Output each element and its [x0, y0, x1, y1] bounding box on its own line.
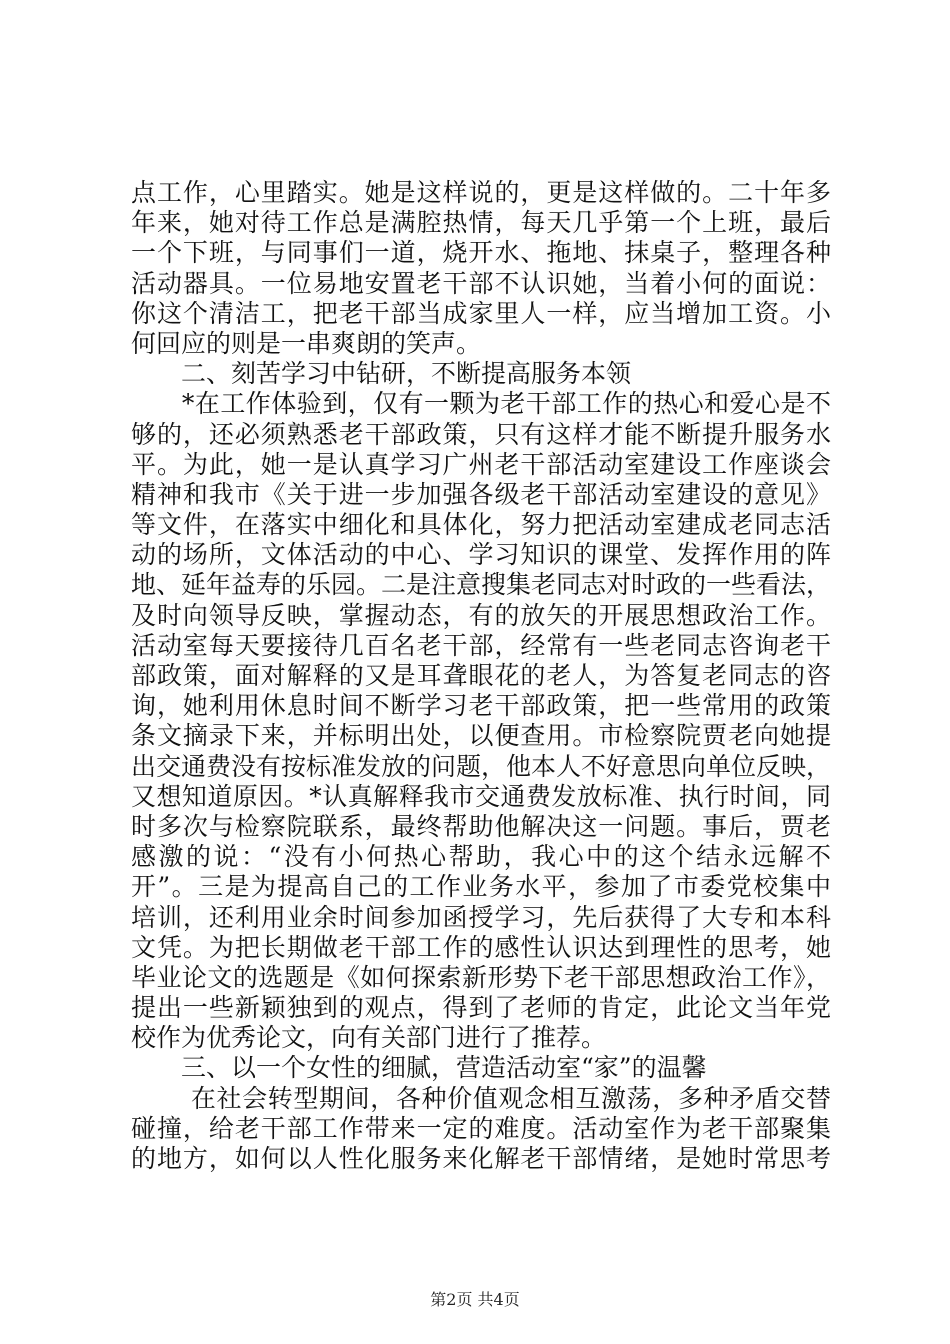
- text-line: 一个下班，与同事们一道，烧开水、拖地、抹桌子，整理各种: [131, 238, 831, 268]
- text-line: 感激的说：“没有小何热心帮助，我心中的这个结永远解不: [131, 842, 831, 872]
- text-line: 年来，她对待工作总是满腔热情，每天几乎第一个上班，最后: [131, 208, 831, 238]
- text-line: 动的场所，文体活动的中心、学习知识的课堂、发挥作用的阵: [131, 540, 831, 570]
- text-line: 及时向领导反映，掌握动态，有的放矢的开展思想政治工作。: [131, 600, 831, 630]
- page-footer: 第2页 共4页: [430, 1290, 520, 1309]
- text-line: 二、刻苦学习中钻研，不断提高服务本领: [131, 359, 632, 389]
- text-line: 活动室每天要接待几百名老干部，经常有一些老同志咨询老干: [131, 630, 831, 660]
- text-line: 出交通费没有按标准发放的问题，他本人不好意思向单位反映，: [131, 751, 831, 781]
- text-line: 碰撞，给老干部工作带来一定的难度。活动室作为老干部聚集: [131, 1113, 831, 1143]
- text-line: 精神和我市《关于进一步加强各级老干部活动室建设的意见》: [131, 479, 831, 509]
- text-line: 你这个清洁工，把老干部当成家里人一样，应当增加工资。小: [131, 298, 831, 328]
- text-line: 活动器具。一位易地安置老干部不认识她，当着小何的面说：: [131, 268, 831, 298]
- text-line: 开”。三是为提高自己的工作业务水平，参加了市委党校集中: [131, 872, 831, 902]
- text-line: 点工作，心里踏实。她是这样说的，更是这样做的。二十年多: [131, 178, 831, 207]
- text-line: 时多次与检察院联系，最终帮助他解决这一问题。事后，贾老: [131, 811, 831, 841]
- text-line: 在社会转型期间，各种价值观念相互激荡，多种矛盾交替: [131, 1083, 831, 1113]
- text-line: 等文件，在落实中细化和具体化，努力把活动室建成老同志活: [131, 510, 831, 540]
- text-line: 三、以一个女性的细腻，营造活动室“家”的温馨: [131, 1053, 707, 1083]
- text-line: 平。为此，她一是认真学习广州老干部活动室建设工作座谈会: [131, 449, 831, 479]
- text-line: 地、延年益寿的乐园。二是注意搜集老同志对时政的一些看法，: [131, 570, 831, 600]
- text-line: 校作为优秀论文，向有关部门进行了推荐。: [131, 1023, 607, 1053]
- text-line: 何回应的则是一串爽朗的笑声。: [131, 328, 482, 358]
- text-line: 又想知道原因。*认真解释我市交通费发放标准、执行时间，同: [131, 781, 831, 811]
- document-body: [131, 178, 831, 1174]
- text-line: 够的，还必须熟悉老干部政策，只有这样才能不断提升服务水: [131, 419, 831, 449]
- text-line: 文凭。为把长期做老干部工作的感性认识达到理性的思考，她: [131, 932, 831, 962]
- text-line: 培训，还利用业余时间参加函授学习，先后获得了大专和本科: [131, 902, 831, 932]
- text-line: 提出一些新颖独到的观点，得到了老师的肯定，此论文当年党: [131, 993, 831, 1023]
- text-line: 部政策，面对解释的又是耳聋眼花的老人，为答复老同志的咨: [131, 661, 831, 690]
- text-line: 询，她利用休息时间不断学习老干部政策，把一些常用的政策: [131, 691, 831, 721]
- text-line: 毕业论文的选题是《如何探索新形势下老干部思想政治工作》，: [131, 962, 831, 992]
- text-line: *在工作体验到，仅有一颗为老干部工作的热心和爱心是不: [131, 389, 831, 419]
- text-line: 条文摘录下来，并标明出处，以便查用。市检察院贾老向她提: [131, 721, 831, 751]
- text-line: 的地方，如何以人性化服务来化解老干部情绪，是她时常思考: [131, 1144, 831, 1173]
